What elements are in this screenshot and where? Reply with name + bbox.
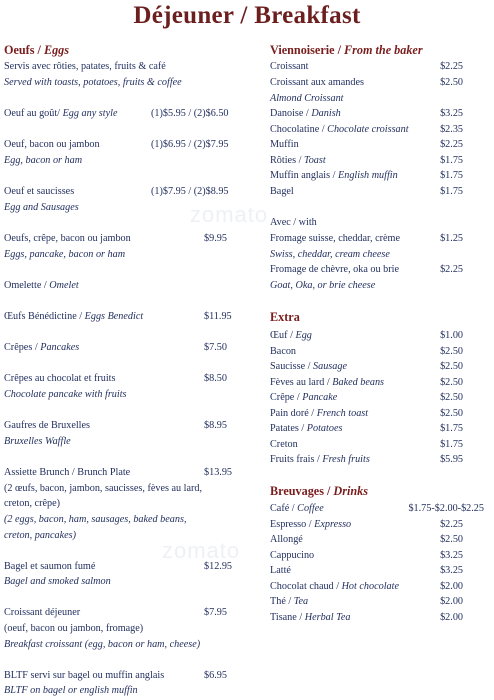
header-en: Eggs: [43, 43, 70, 57]
item-name-en: Potatoes: [306, 423, 343, 434]
item-name-en: Pancake: [302, 392, 338, 403]
item-desc-fr: (oeuf, bacon ou jambon, fromage): [4, 623, 144, 634]
menu-item: [4, 108, 117, 120]
item-name-fr: Assiette Brunch / Brunch Plate: [4, 467, 131, 478]
item-name-en: Bruxelles Waffle: [4, 436, 71, 447]
item-name-fr: BLTF servi sur bagel ou muffin anglais: [4, 670, 165, 681]
item-name-fr: Chocolat chaud /: [270, 581, 342, 592]
menu-item: [270, 612, 351, 624]
menu-item: [270, 581, 399, 593]
item-name-fr: Thé /: [270, 596, 294, 607]
item-price: $12.95: [204, 561, 233, 572]
item-price: $1.25: [440, 233, 463, 244]
item-price: $2.25: [440, 139, 463, 150]
menu-item: [270, 330, 312, 342]
item-name-en: Herbal Tea: [304, 612, 351, 623]
item-name-fr: Fèves au lard /: [270, 377, 333, 388]
item-price: $2.50: [440, 346, 463, 357]
menu-item: [270, 170, 398, 182]
item-name-en: Breakfast croissant (egg, bacon or ham, cheese): [4, 639, 201, 650]
item-price: $7.95: [204, 607, 227, 618]
section-header-viennoiserie: [270, 44, 423, 56]
item-name-fr: Latté: [270, 565, 291, 576]
item-name-en: French toast: [316, 408, 369, 419]
item-name-fr: Crêpes au chocolat et fruits: [4, 373, 116, 384]
item-price: (1)$7.95 / (2)$8.95: [151, 186, 229, 197]
menu-item: [270, 503, 324, 515]
item-name-en: Toast: [303, 155, 326, 166]
item-price: (1)$6.95 / (2)$7.95: [151, 139, 229, 150]
item-name-en: Egg and Sausages: [4, 202, 79, 213]
item-name-fr: Oeuf, bacon ou jambon: [4, 139, 100, 150]
item-name-en: Pancakes: [40, 342, 80, 353]
item-price: $1.75: [440, 170, 463, 181]
item-name-fr: Oeuf et saucisses: [4, 186, 75, 197]
item-price: $2.50: [440, 377, 463, 388]
menu-item: [270, 361, 347, 373]
item-name-en: Sausage: [313, 361, 347, 372]
item-name-en: English muffin: [338, 170, 398, 181]
item-name-fr: Tisane /: [270, 612, 305, 623]
item-price: $6.95: [204, 670, 227, 681]
menu-item: [270, 392, 337, 404]
item-name-en: Eggs Benedict: [84, 311, 144, 322]
item-name-fr: Œuf /: [270, 330, 296, 341]
item-name-fr: Chocolatine /: [270, 124, 328, 135]
section-header-extra: Extra: [270, 310, 300, 324]
item-name-fr: Rôties /: [270, 155, 304, 166]
item-price: $2.25: [440, 264, 463, 275]
item-price: $3.25: [440, 108, 463, 119]
item-price: $2.25: [440, 519, 463, 530]
item-name-en: Almond Croissant: [270, 93, 344, 104]
item-name-fr: Bacon: [270, 346, 297, 357]
item-name-fr: Fromage de chèvre, oka ou brie: [270, 264, 399, 275]
item-price: (1)$5.95 / (2)$6.50: [151, 108, 229, 119]
item-price: $2.00: [440, 581, 463, 592]
item-price: $1.75: [440, 155, 463, 166]
item-price: $2.50: [440, 361, 463, 372]
item-price: $2.00: [440, 612, 463, 623]
menu-item: [4, 342, 79, 354]
item-name-en: Baked beans: [332, 377, 385, 388]
item-name-fr: Bagel et saumon fumé: [4, 561, 96, 572]
item-name-en: BLTF on bagel or english muffin: [4, 685, 138, 696]
section-header-drinks: [270, 485, 368, 497]
item-desc-fr: (2 œufs, bacon, jambon, saucisses, fèves au lard,: [4, 483, 203, 494]
item-name-en: Chocolate pancake with fruits: [4, 389, 127, 400]
menu-item: [270, 423, 342, 435]
item-name-fr: Café /: [270, 503, 298, 514]
menu-item: [4, 280, 79, 292]
item-price: $1.75-$2.00-$2.25: [408, 503, 484, 514]
item-price: $5.95: [440, 454, 463, 465]
item-desc-en: creton, pancakes): [4, 530, 77, 541]
item-name-en: Fresh fruits: [322, 454, 370, 465]
item-name-fr: Allongé: [270, 534, 303, 545]
header-en: From the baker: [344, 43, 423, 57]
item-name-fr: Creton: [270, 439, 298, 450]
item-price: $1.00: [440, 330, 463, 341]
item-name-en: Expresso: [314, 519, 352, 530]
header-en: Drinks: [333, 484, 368, 498]
item-desc-fr: creton, crêpe): [4, 498, 60, 509]
item-name-fr: Oeuf au goût/: [4, 108, 63, 119]
item-price: $2.00: [440, 596, 463, 607]
menu-item: [270, 124, 409, 136]
item-price: $2.50: [440, 392, 463, 403]
item-name-fr: Fruits frais /: [270, 454, 323, 465]
item-name-en: Tea: [293, 596, 309, 607]
watermark: zomato: [162, 538, 241, 563]
item-price: $2.50: [440, 408, 463, 419]
item-name-fr: Oeufs, crêpe, bacon ou jambon: [4, 233, 131, 244]
item-name-en: Coffee: [297, 503, 324, 514]
item-name-fr: Omelette /: [4, 280, 50, 291]
item-name-en: Egg any style: [62, 108, 118, 119]
menu-item: [270, 108, 341, 120]
item-name-en: Egg, bacon or ham: [4, 155, 83, 166]
item-name-fr: Patates /: [270, 423, 307, 434]
header-fr: Oeufs /: [4, 43, 44, 57]
item-price: $9.95: [204, 233, 227, 244]
item-name-en: Eggs, pancake, bacon or ham: [4, 249, 126, 260]
menu-item: [270, 519, 351, 531]
item-price: $2.50: [440, 77, 463, 88]
item-name-fr: Muffin anglais /: [270, 170, 339, 181]
header-fr: Breuvages /: [270, 484, 334, 498]
item-price: $3.25: [440, 550, 463, 561]
item-price: $8.95: [204, 420, 227, 431]
item-price: $7.50: [204, 342, 227, 353]
item-name-fr: Cappucino: [270, 550, 315, 561]
item-desc-en: (2 eggs, bacon, ham, sausages, baked beans,: [4, 514, 187, 525]
watermark: zomato: [190, 202, 269, 227]
item-name-fr: Crêpe /: [270, 392, 303, 403]
menu-item: [270, 454, 370, 466]
item-name-fr: Espresso /: [270, 519, 315, 530]
menu-item: [270, 155, 326, 167]
item-price: $2.25: [440, 61, 463, 72]
item-name-fr: Pain doré /: [270, 408, 317, 419]
item-name-en: Danish: [311, 108, 341, 119]
item-price: $2.50: [440, 534, 463, 545]
item-name-fr: Fromage suisse, cheddar, crème: [270, 233, 400, 244]
item-name-en: Omelet: [49, 280, 79, 291]
item-name-en: Goat, Oka, or brie cheese: [270, 280, 376, 291]
menu-item: [270, 408, 368, 420]
item-name-fr: Croissant déjeuner: [4, 607, 81, 618]
item-name-en: Bagel and smoked salmon: [4, 576, 111, 587]
item-name-fr: Œufs Bénédictine /: [4, 311, 85, 322]
item-price: $1.75: [440, 439, 463, 450]
item-price: $13.95: [204, 467, 233, 478]
item-name-fr: Muffin: [270, 139, 299, 150]
item-price: $1.75: [440, 423, 463, 434]
section-header-eggs: [4, 44, 69, 56]
avec-label: Avec / with: [270, 217, 317, 228]
menu-item: [270, 377, 384, 389]
item-name-en: Swiss, cheddar, cream cheese: [270, 249, 390, 260]
header-fr: Viennoiserie /: [270, 43, 345, 57]
item-name-en: Egg: [295, 330, 312, 341]
intro-en: Served with toasts, potatoes, fruits & coffee: [4, 77, 182, 88]
item-name-fr: Croissant aux amandes: [270, 77, 364, 88]
item-name-fr: Gaufres de Bruxelles: [4, 420, 90, 431]
item-name-fr: Saucisse /: [270, 361, 314, 372]
item-name-fr: Crêpes /: [4, 342, 41, 353]
item-price: $11.95: [204, 311, 232, 322]
item-price: $1.75: [440, 186, 463, 197]
item-price: $3.25: [440, 565, 463, 576]
item-name-en: Hot chocolate: [341, 581, 400, 592]
item-name-fr: Bagel: [270, 186, 294, 197]
menu-item: [270, 596, 308, 608]
item-price: $2.35: [440, 124, 463, 135]
menu-item: [4, 311, 143, 323]
item-name-fr: Danoise /: [270, 108, 312, 119]
item-price: $8.50: [204, 373, 227, 384]
item-name-en: Chocolate croissant: [327, 124, 409, 135]
intro-fr: Servis avec rôties, patates, fruits & café: [4, 61, 166, 72]
item-name-fr: Croissant: [270, 61, 309, 72]
page-title: Déjeuner / Breakfast: [133, 2, 361, 29]
